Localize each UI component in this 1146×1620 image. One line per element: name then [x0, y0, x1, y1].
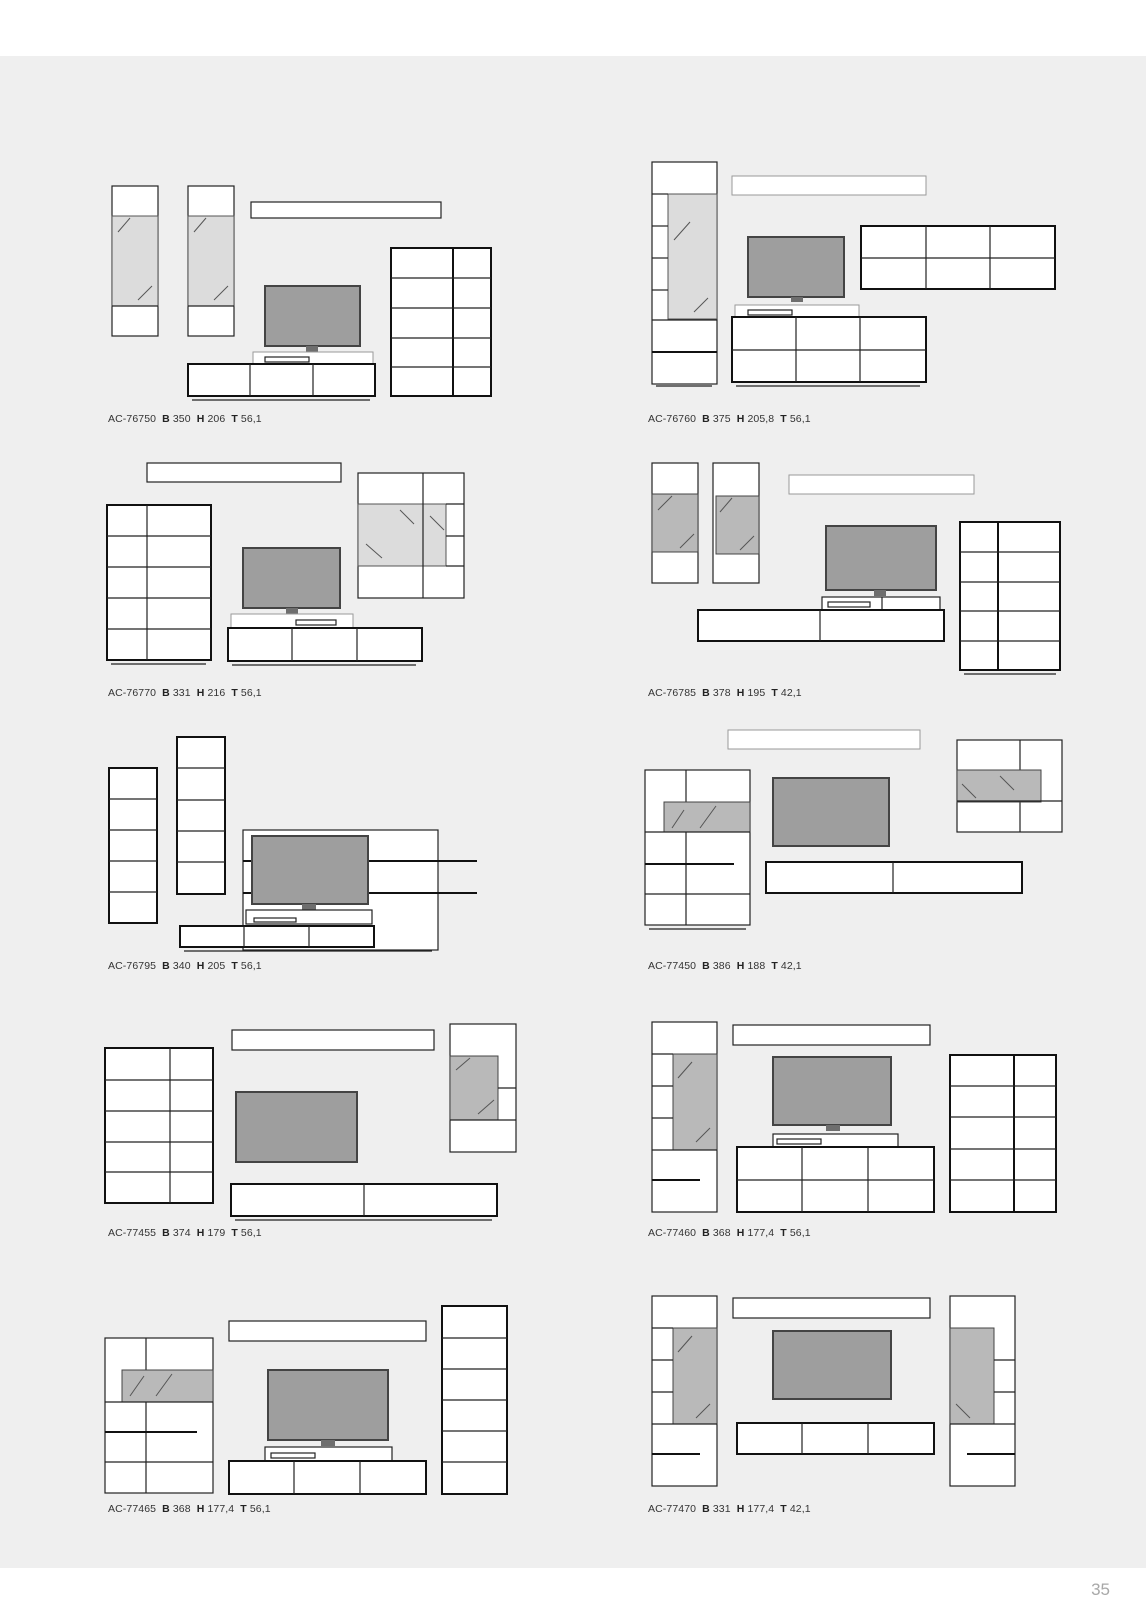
width-label: B — [702, 413, 710, 425]
item-code: AC-76785 — [648, 687, 697, 699]
height-value: 188 — [747, 960, 766, 972]
item-caption — [108, 1503, 271, 1515]
item-code: AC-76750 — [108, 413, 157, 425]
height-label: H — [736, 1503, 745, 1515]
item-code: AC-76760 — [648, 413, 697, 425]
width-label: B — [162, 960, 170, 972]
width-label: B — [162, 413, 170, 425]
height-label: H — [196, 687, 205, 699]
width-value: 368 — [172, 1503, 191, 1515]
width-value: 375 — [712, 413, 731, 425]
height-label: H — [196, 960, 205, 972]
depth-value: 42,1 — [780, 687, 802, 699]
depth-label: T — [240, 1503, 247, 1515]
depth-value: 56,1 — [240, 687, 262, 699]
item-code: AC-77455 — [108, 1227, 157, 1239]
item-code: AC-77465 — [108, 1503, 157, 1515]
depth-label: T — [780, 1503, 787, 1515]
height-value: 205,8 — [747, 413, 775, 425]
width-label: B — [162, 1227, 170, 1239]
depth-value: 56,1 — [789, 1227, 811, 1239]
height-value: 205 — [207, 960, 226, 972]
width-value: 386 — [712, 960, 731, 972]
width-label: B — [702, 1503, 710, 1515]
width-label: B — [702, 687, 710, 699]
width-value: 340 — [172, 960, 191, 972]
depth-value: 56,1 — [789, 413, 811, 425]
depth-label: T — [771, 687, 778, 699]
height-label: H — [736, 687, 745, 699]
width-value: 350 — [172, 413, 191, 425]
item-code: AC-76795 — [108, 960, 157, 972]
depth-label: T — [771, 960, 778, 972]
height-label: H — [196, 1227, 205, 1239]
depth-value: 56,1 — [240, 1227, 262, 1239]
item-code: AC-77450 — [648, 960, 697, 972]
width-value: 331 — [172, 687, 191, 699]
depth-label: T — [231, 960, 238, 972]
depth-value: 42,1 — [789, 1503, 811, 1515]
height-value: 195 — [747, 687, 766, 699]
width-value: 378 — [712, 687, 731, 699]
depth-label: T — [231, 413, 238, 425]
height-value: 216 — [207, 687, 226, 699]
height-value: 179 — [207, 1227, 226, 1239]
depth-label: T — [231, 1227, 238, 1239]
height-label: H — [736, 413, 745, 425]
height-label: H — [736, 960, 745, 972]
width-label: B — [162, 687, 170, 699]
item-code: AC-77460 — [648, 1227, 697, 1239]
height-label: H — [736, 1227, 745, 1239]
depth-value: 42,1 — [780, 960, 802, 972]
page-number: 35 — [1091, 1580, 1110, 1599]
depth-label: T — [780, 413, 787, 425]
width-label: B — [162, 1503, 170, 1515]
width-value: 368 — [712, 1227, 731, 1239]
depth-value: 56,1 — [240, 413, 262, 425]
depth-value: 56,1 — [249, 1503, 271, 1515]
width-label: B — [702, 960, 710, 972]
height-label: H — [196, 413, 205, 425]
width-value: 331 — [712, 1503, 731, 1515]
height-value: 177,4 — [747, 1503, 775, 1515]
depth-label: T — [231, 687, 238, 699]
depth-label: T — [780, 1227, 787, 1239]
height-value: 177,4 — [207, 1503, 235, 1515]
height-label: H — [196, 1503, 205, 1515]
item-caption — [648, 1503, 811, 1515]
width-label: B — [702, 1227, 710, 1239]
item-code: AC-77470 — [648, 1503, 697, 1515]
width-value: 374 — [172, 1227, 191, 1239]
height-value: 206 — [207, 413, 226, 425]
item-code: AC-76770 — [108, 687, 157, 699]
height-value: 177,4 — [747, 1227, 775, 1239]
depth-value: 56,1 — [240, 960, 262, 972]
